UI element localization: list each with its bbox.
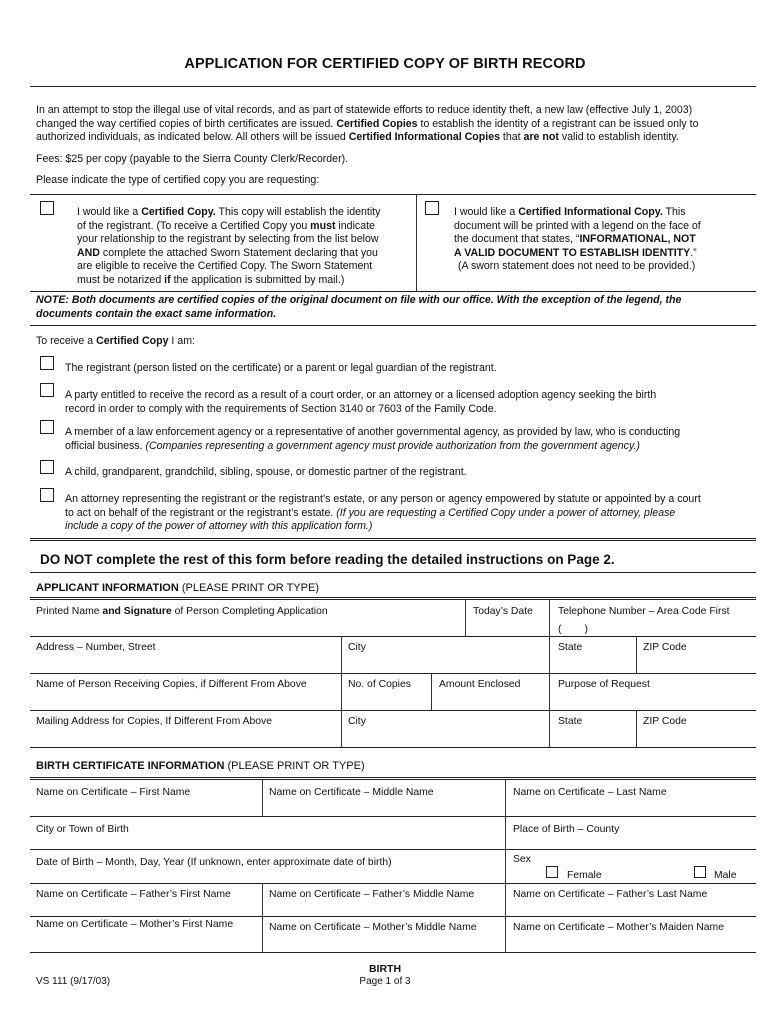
male-label: Male bbox=[714, 870, 737, 881]
male-checkbox[interactable] bbox=[694, 866, 706, 878]
cell-divider bbox=[465, 600, 466, 636]
telephone-label: Telephone Number – Area Code First bbox=[558, 606, 730, 617]
cell-divider bbox=[262, 916, 263, 952]
female-checkbox[interactable] bbox=[546, 866, 558, 878]
cell-divider bbox=[505, 916, 506, 952]
row-rule bbox=[30, 883, 756, 884]
mailing-city-label: City bbox=[348, 716, 366, 727]
cell-divider bbox=[505, 883, 506, 916]
certified-copy-checkbox[interactable] bbox=[40, 201, 54, 215]
cell-divider bbox=[262, 780, 263, 816]
cell-divider bbox=[431, 673, 432, 710]
form-id: VS 111 (9/17/03) bbox=[36, 976, 111, 987]
page-number: Page 1 of 3 bbox=[359, 976, 411, 987]
record-type: BIRTH bbox=[368, 963, 402, 975]
row-rule bbox=[30, 916, 756, 917]
cell-divider bbox=[549, 710, 550, 747]
place-county-label: Place of Birth – County bbox=[513, 824, 620, 835]
intro-line-3: authorized individuals, as indicated below. All others will be issued Certified Informational Copies that are not valid to establish identity. bbox=[36, 131, 679, 144]
eligibility-attorney-checkbox[interactable] bbox=[40, 488, 54, 502]
row-rule bbox=[30, 710, 756, 711]
last-name-label: Name on Certificate – Last Name bbox=[513, 787, 667, 798]
intro-line-1: In an attempt to stop the illegal use of vital records, and as part of statewide efforts to reduce identity theft, a new law (effective July 1, 2003) bbox=[36, 104, 693, 116]
title-rule bbox=[30, 86, 756, 87]
row-rule bbox=[30, 673, 756, 674]
printed-name-label: Printed Name and Signature of Person Completing Application bbox=[36, 606, 328, 617]
eligibility-law-enforcement-checkbox[interactable] bbox=[40, 420, 54, 434]
birth-top-rule bbox=[30, 777, 756, 780]
sex-label: Sex bbox=[513, 854, 531, 865]
options-bottom-rule bbox=[30, 291, 756, 292]
state-label: State bbox=[558, 642, 583, 653]
cell-divider bbox=[505, 849, 506, 883]
warning-rule bbox=[30, 572, 756, 573]
row-rule bbox=[30, 636, 756, 637]
eligibility-law-enforcement-label: A member of a law enforcement agency or a representative of another governmental agency, as provided by law, who is conducting official business. (Companies representing a government agency must provide authorization from the government agency.) bbox=[65, 426, 681, 452]
no-copies-label: No. of Copies bbox=[348, 679, 411, 690]
row-rule bbox=[30, 747, 756, 748]
birth-section-heading: BIRTH CERTIFICATE INFORMATION (PLEASE PRINT OR TYPE) bbox=[36, 760, 365, 772]
mailing-state-label: State bbox=[558, 716, 583, 727]
area-code-parens: ( ) bbox=[558, 624, 589, 635]
city-town-birth-label: City or Town of Birth bbox=[36, 824, 129, 835]
applicant-top-rule bbox=[30, 597, 756, 600]
eligibility-registrant-label: The registrant (person listed on the certificate) or a parent or legal guardian of the registrant. bbox=[65, 362, 497, 374]
address-label: Address – Number, Street bbox=[36, 642, 156, 653]
section-double-rule bbox=[30, 538, 756, 541]
cell-divider bbox=[262, 883, 263, 916]
cell-divider bbox=[341, 710, 342, 747]
mailing-address-label: Mailing Address for Copies, If Different From Above bbox=[36, 716, 273, 727]
first-name-label: Name on Certificate – First Name bbox=[36, 787, 191, 798]
do-not-complete-warning: DO NOT complete the rest of this form before reading the detailed instructions on Page 2. bbox=[40, 552, 615, 567]
mother-maiden-label: Name on Certificate – Mother’s Maiden Name bbox=[513, 922, 724, 933]
cell-divider bbox=[505, 816, 506, 849]
note-rule bbox=[30, 325, 756, 326]
father-first-label: Name on Certificate – Father’s First Name bbox=[36, 889, 231, 900]
intro-paragraph bbox=[36, 104, 756, 145]
father-middle-label: Name on Certificate – Father’s Middle Name bbox=[269, 889, 475, 900]
informational-copy-checkbox[interactable] bbox=[425, 201, 439, 215]
zip-label: ZIP Code bbox=[643, 642, 687, 653]
mother-middle-label: Name on Certificate – Mother’s Middle Name bbox=[269, 922, 477, 933]
eligibility-relative-checkbox[interactable] bbox=[40, 460, 54, 474]
cell-divider bbox=[505, 780, 506, 816]
cell-divider bbox=[341, 636, 342, 673]
mother-first-label: Name on Certificate – Mother’s First Name bbox=[36, 919, 234, 930]
middle-name-label: Name on Certificate – Middle Name bbox=[269, 787, 434, 798]
applicant-section-heading: APPLICANT INFORMATION (PLEASE PRINT OR TYPE) bbox=[36, 582, 319, 594]
mailing-zip-label: ZIP Code bbox=[643, 716, 687, 727]
eligibility-relative-label: A child, grandparent, grandchild, sibling, spouse, or domestic partner of the registrant. bbox=[65, 466, 467, 478]
eligibility-court-order-label: A party entitled to receive the record as a result of a court order, or an attorney or a licensed adoption agency seeking the birth record in order to comply with the requirements of Section 3140 or 7603 of the Family Code. bbox=[65, 389, 657, 415]
row-rule bbox=[30, 816, 756, 817]
options-divider bbox=[416, 195, 417, 291]
eligibility-court-order-checkbox[interactable] bbox=[40, 383, 54, 397]
cell-divider bbox=[636, 636, 637, 673]
cell-divider bbox=[549, 673, 550, 710]
eligibility-attorney-label: An attorney representing the registrant or the registrant’s estate, or any person or agency empowered by statute or appointed by a court to act on behalf of the registrant or the registrant’s estate. (If you are requesting a Certified Copy under a power of attorney, please include a copy of the power of attorney with this application form.) bbox=[65, 493, 701, 533]
cell-divider bbox=[636, 710, 637, 747]
todays-date-label: Today’s Date bbox=[473, 606, 533, 617]
intro-line-2: changed the way certified copies of birth certificates are issued. Certified Copies to establish the identity of a registrant can be issued only to bbox=[36, 117, 699, 130]
purpose-label: Purpose of Request bbox=[558, 679, 650, 690]
city-label: City bbox=[348, 642, 366, 653]
row-rule bbox=[30, 849, 756, 850]
row-rule bbox=[30, 952, 756, 953]
certified-copy-description: I would like a Certified Copy. This copy will establish the identity of the registrant. (To receive a Certified Copy you must indicate your relationship to the registrant by selecting from the list below AND complete the attached Sworn Statement declaring that you are eligible to receive the Certified Copy. The Sworn Statement must be notarized if the application is submitted by mail.) bbox=[77, 206, 381, 286]
cell-divider bbox=[549, 636, 550, 673]
fees-text: Fees: $25 per copy (payable to the Sierra County Clerk/Recorder). bbox=[36, 153, 349, 165]
options-top-rule bbox=[30, 194, 756, 195]
note-text: NOTE: Both documents are certified copies of the original document on file with our office. With the exception of the legend, the documents contain the exact same information. bbox=[36, 294, 682, 320]
father-last-label: Name on Certificate – Father’s Last Name bbox=[513, 889, 708, 900]
eligibility-registrant-checkbox[interactable] bbox=[40, 356, 54, 370]
page-title: APPLICATION FOR CERTIFIED COPY OF BIRTH RECORD bbox=[184, 56, 586, 72]
female-label: Female bbox=[567, 870, 602, 881]
cell-divider bbox=[341, 673, 342, 710]
indicate-text: Please indicate the type of certified copy you are requesting: bbox=[36, 174, 320, 186]
receive-heading: To receive a Certified Copy I am: bbox=[36, 335, 195, 347]
cell-divider bbox=[549, 600, 550, 636]
amount-enclosed-label: Amount Enclosed bbox=[439, 679, 521, 690]
name-receiving-label: Name of Person Receiving Copies, if Different From Above bbox=[36, 679, 307, 690]
date-of-birth-label: Date of Birth – Month, Day, Year (If unknown, enter approximate date of birth) bbox=[36, 857, 392, 868]
informational-copy-description: I would like a Certified Informational Copy. This document will be printed with a legend on the face of the document that states, “INFORMATIONAL, NOT A VALID DOCUMENT TO ESTABLISH IDENTITY.” (A sworn statement does not need to be provided.) bbox=[454, 206, 701, 273]
